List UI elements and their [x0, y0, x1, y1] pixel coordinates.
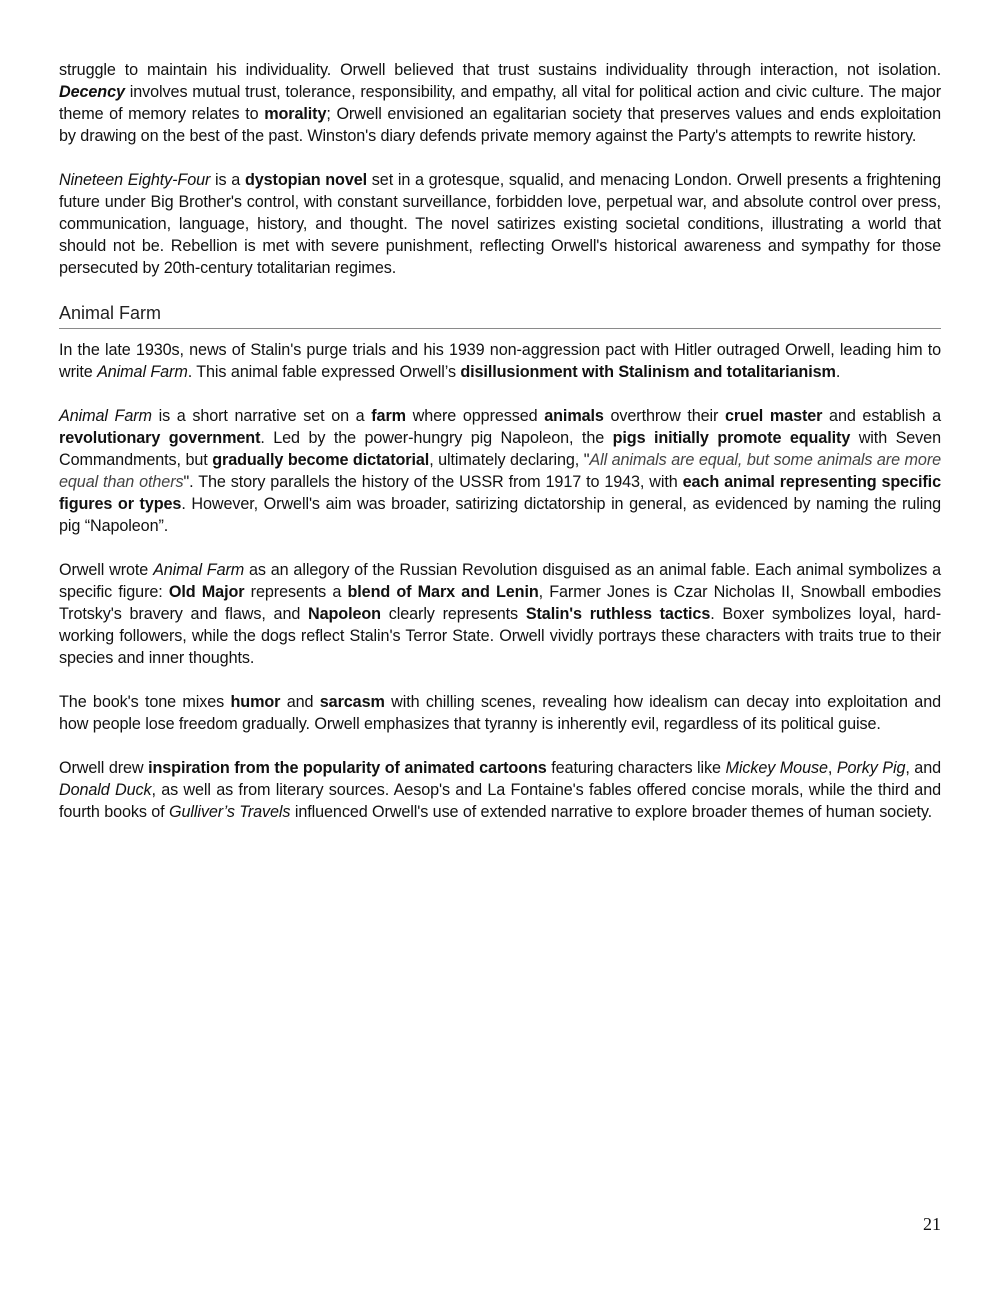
term-farm: farm: [371, 407, 406, 425]
text-span: where oppressed: [405, 407, 545, 425]
text-span: Orwell drew: [59, 759, 149, 777]
paragraph-af-allegory: [59, 559, 941, 669]
text-span: , Farmer Jones is Czar Nicholas II, Snowball embodies Trotsky's bravery and flaws, and: [59, 583, 941, 623]
text-span: , as well as from literary sources. Aesop's and La Fontaine's fables offered concise morals, while the third and fourth books of: [59, 781, 941, 821]
term-animals: animals: [544, 407, 604, 425]
paragraph-dystopian-novel: [59, 169, 941, 279]
book-title-animal-farm: Animal Farm: [59, 407, 152, 425]
text-span: as an allegory of the Russian Revolution disguised as an animal fable. Each animal symbolizes a specific figure:: [59, 561, 941, 601]
text-span: represents a: [244, 583, 348, 601]
term-stalin-tactics: Stalin's ruthless tactics: [525, 605, 711, 623]
section-header: [59, 301, 941, 329]
text-span: featuring characters like: [546, 759, 726, 777]
character-mickey-mouse: Mickey Mouse: [725, 759, 828, 777]
text-span: . Boxer symbolizes loyal, hard-working followers, while the dogs reflect Stalin's Terror State. Orwell vividly portrays these characters with traits true to their species and inner thoughts.: [59, 605, 941, 667]
paragraph-af-origin: [59, 339, 941, 383]
term-disillusionment: disillusionment with Stalinism and totalitarianism: [460, 363, 836, 381]
book-title-animal-farm: Animal Farm: [97, 363, 188, 381]
text-span: ,: [827, 759, 837, 777]
text-span: , ultimately declaring, ": [429, 451, 590, 469]
term-cruel-master: cruel master: [725, 407, 823, 425]
text-span: is a: [210, 171, 245, 189]
page-content: [59, 59, 941, 845]
text-span: clearly represents: [380, 605, 526, 623]
character-donald-duck: Donald Duck: [59, 781, 152, 799]
text-span: and establish a: [822, 407, 941, 425]
term-pigs-equality: pigs initially promote equality: [612, 429, 851, 447]
book-title-gullivers-travels: Gulliver’s Travels: [168, 803, 291, 821]
text-span: set in a grotesque, squalid, and menacing London. Orwell presents a frightening future under Big Brother's control, with constant surveillance, forbidden love, perpetual war, and absolute control over press, communication, language, history, and thought. The novel satirizes existing societal conditions, illustrating a world that should not be. Rebellion is met with severe punishment, reflecting Orwell's historical awareness and sympathy for those persecuted by 20th-century totalitarian regimes.: [59, 171, 941, 277]
text-span: ". The story parallels the history of the USSR from 1917 to 1943, with: [183, 473, 683, 491]
quote-all-animals-equal: All animals are equal, but some animals are more equal than others: [59, 451, 942, 491]
character-porky-pig: Porky Pig: [836, 759, 906, 777]
text-span: . However, Orwell's aim was broader, satirizing dictatorship in general, as evidenced by naming the ruling pig “Napoleon”.: [59, 495, 941, 535]
text-span: .: [835, 363, 841, 381]
text-span: In the late 1930s, news of Stalin's purge trials and his 1939 non-aggression pact with Hitler outraged Orwell, leading him to write: [59, 341, 941, 381]
text-span: with Seven Commandments, but: [59, 429, 941, 469]
text-span: . This animal fable expressed Orwell’s: [187, 363, 461, 381]
text-span: Orwell wrote: [59, 561, 154, 579]
term-old-major: Old Major: [168, 583, 245, 601]
text-span: overthrow their: [603, 407, 726, 425]
book-title-animal-farm: Animal Farm: [153, 561, 245, 579]
term-decency: Decency: [59, 83, 125, 101]
term-morality: morality: [264, 105, 327, 123]
term-humor: humor: [230, 693, 281, 711]
text-span: is a short narrative set on a: [151, 407, 372, 425]
text-span: , and: [905, 759, 942, 777]
paragraph-af-narrative: [59, 405, 941, 537]
text-span: involves mutual trust, tolerance, responsibility, and empathy, all vital for political action and civic culture. The major theme of memory relates to: [59, 83, 941, 123]
term-dystopian-novel: dystopian novel: [244, 171, 368, 189]
text-span: struggle to maintain his individuality. Orwell believed that trust sustains individuality through interaction, not isolation.: [59, 61, 941, 79]
paragraph-individuality-decency: [59, 59, 941, 147]
term-marx-lenin: blend of Marx and Lenin: [347, 583, 539, 601]
paragraph-af-inspiration: [59, 757, 941, 823]
term-revolutionary-government: revolutionary government: [59, 429, 261, 447]
term-animated-cartoons: inspiration from the popularity of animated cartoons: [148, 759, 547, 777]
text-span: with chilling scenes, revealing how idealism can decay into exploitation and how people lose freedom gradually. Orwell emphasizes that tyranny is inherently evil, regardless of its political guise.: [59, 693, 942, 733]
page-number: 21: [923, 1214, 941, 1234]
term-napoleon: Napoleon: [308, 605, 381, 623]
term-each-animal: each animal representing specific figures or types: [59, 473, 941, 513]
paragraph-af-tone: [59, 691, 941, 735]
text-span: ; Orwell envisioned an egalitarian society that preserves values and ends exploitation by drawing on the best of the past. Winston's diary defends private memory against the Party's attempts to rewrite history.: [59, 105, 941, 145]
section-title: Animal Farm: [59, 303, 162, 323]
text-span: and: [280, 693, 320, 711]
term-sarcasm: sarcasm: [319, 693, 385, 711]
term-dictatorial: gradually become dictatorial: [212, 451, 430, 469]
text-span: The book's tone mixes: [59, 693, 231, 711]
book-title-1984: Nineteen Eighty-Four: [59, 171, 211, 189]
text-span: influenced Orwell's use of extended narrative to explore broader themes of human society.: [290, 803, 933, 821]
text-span: . Led by the power-hungry pig Napoleon, the: [260, 429, 613, 447]
